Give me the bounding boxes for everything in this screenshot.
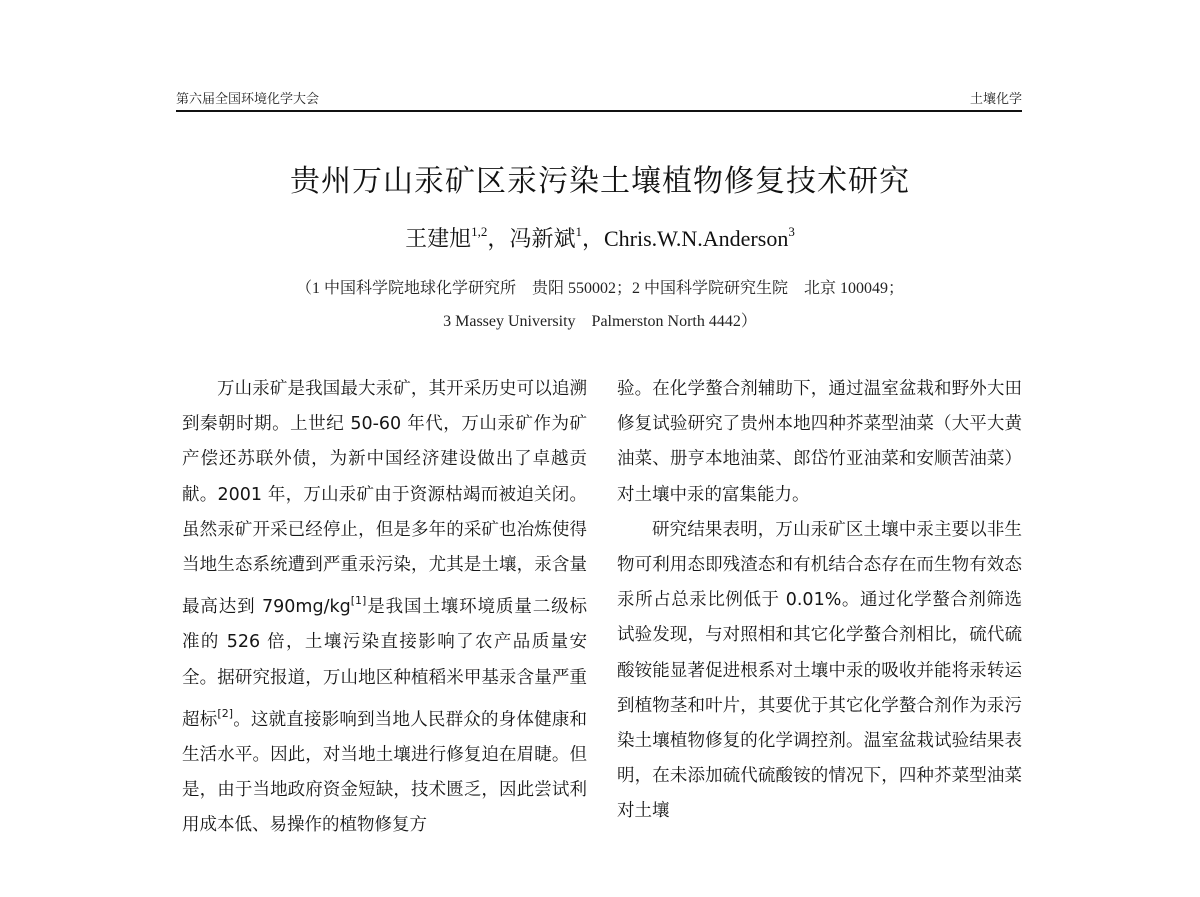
running-header: [176, 88, 1022, 107]
author-name: 王建旭: [405, 226, 472, 251]
citation-2: [2]: [217, 706, 233, 720]
conference-name: 第六届全国环境化学大会: [176, 92, 320, 107]
citation-1: [1]: [350, 594, 367, 608]
paragraph-text: 是我国土壤环境质量二级标准的 526 倍，土壤污染直接影响了农产品质量安全。据研究报道，万山地区种植稻米甲基汞含量严重超标: [182, 597, 587, 730]
paragraph: 研究结果表明，万山汞矿区土壤中汞主要以非生物可利用态即残渣态和有机结合态存在而生物有效态汞所占总汞比例低于 0.01%。通过化学螯合剂筛选试验发现，与对照相和其它化学螯合剂相比，硫代硫酸铵能显著促进根系对土壤中汞的吸收并能将汞转运到植物茎和叶片，其要优于其它化学螯合剂作为汞污染土壤植物修复的化学调控剂。温室盆栽试验结果表明，在未添加硫代硫酸铵的情况下，四种芥菜型油菜对土壤: [617, 519, 1022, 822]
body-column-right: [617, 372, 1022, 830]
paragraph-text: 。这就直接影响到当地人民群众的身体健康和生活水平。因此，对当地土壤进行修复迫在眉睫。但是，由于当地政府资金短缺，技术匮乏，因此尝试利用成本低、易操作的植物修复方: [182, 709, 588, 836]
paragraph-text: 万山汞矿是我国最大汞矿，其开采历史可以追溯到秦朝时期。上世纪 50-60 年代，万山汞矿作为矿产偿还苏联外债，为新中国经济建设做出了卓越贡献。2001 年，万山汞矿由于资源枯竭而被迫关闭。虽然汞矿开采已经停止，但是多年的采矿也冶炼使得当地生态系统遭到严重汞污染，尤其是土壤，汞含量最高达到 790mg/kg: [182, 379, 587, 618]
section-name: 土壤化学: [969, 92, 1022, 107]
author-name: Chris.W.N.Anderson: [603, 226, 789, 251]
paragraph: 验。在化学螯合剂辅助下，通过温室盆栽和野外大田修复试验研究了贵州本地四种芥菜型油菜（大平大黄油菜、册亨本地油菜、郎岱竹亚油菜和安顺苦油菜）对土壤中汞的富集能力。: [617, 379, 1022, 505]
author-affil-mark: 1: [575, 224, 582, 239]
author-name: 冯新斌: [509, 226, 576, 251]
author-affil-mark: 3: [788, 224, 795, 239]
paragraph: [182, 372, 587, 844]
affiliation-line-1: （1 中国科学院地球化学研究所 贵阳 550002；2 中国科学院研究生院 北京 100049；: [295, 280, 904, 297]
author-affil-mark: 1,2: [471, 224, 488, 239]
author-separator: ，: [487, 226, 510, 251]
author-separator: ，: [581, 226, 604, 251]
affiliation-line-2: 3 Massey University Palmerston North 4442）: [443, 313, 757, 330]
header-rule: [176, 110, 1022, 112]
author-list: [0, 222, 1200, 253]
body-column-left: [182, 372, 587, 844]
paper-title: 贵州万山汞矿区汞污染土壤植物修复技术研究: [290, 164, 910, 199]
